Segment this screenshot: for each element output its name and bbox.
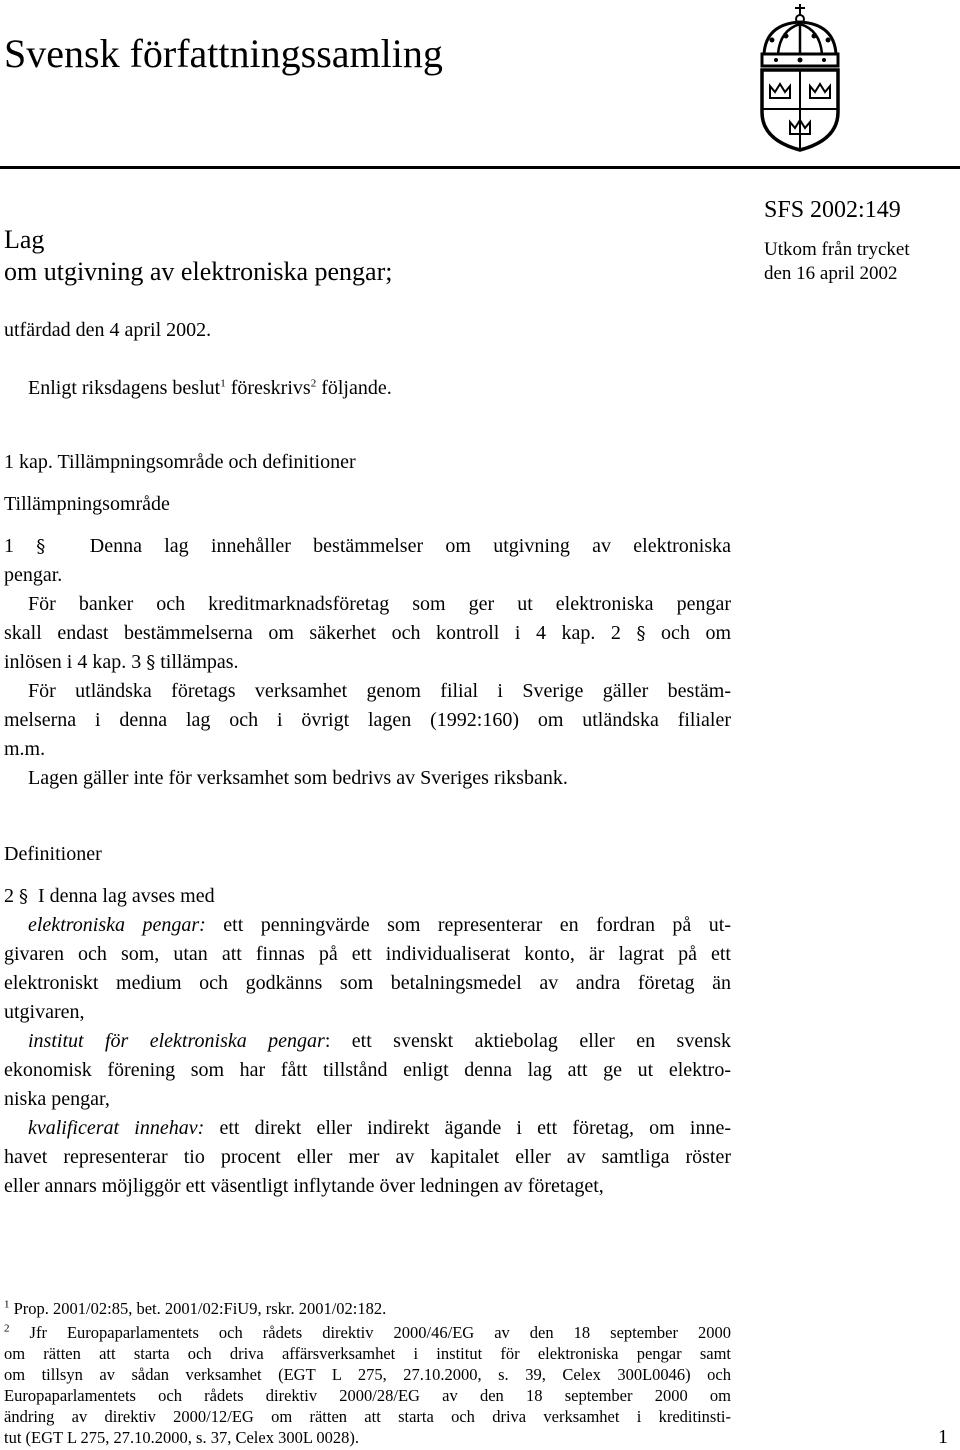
section-1-line [4, 764, 731, 793]
section-text: skall endast bestämmelserna om säkerhet och kontroll i 4 kap. 2 [4, 622, 621, 644]
section-1-line [4, 677, 731, 706]
chapter-heading: 1 kap. Tillämpningsområde och definitioner [4, 451, 356, 473]
definition-text: : ett svenskt aktiebolag eller en svensk [324, 1030, 731, 1052]
definition-term: elektroniska pengar: [28, 914, 206, 936]
definition-line [4, 1027, 731, 1056]
preamble [28, 374, 392, 403]
section-sign: § [19, 886, 28, 907]
preamble-text: Enligt riksdagens beslut [28, 377, 221, 399]
section-1-line [4, 619, 731, 648]
footnote-text: Jfr Europaparlamentets och rådets direktiv 2000/46/EG av den 18 september 2000 [29, 1323, 732, 1342]
definition-line: eller annars möjliggör ett väsentligt inflytande över ledningen av företaget, [4, 1175, 604, 1197]
law-title [4, 224, 392, 288]
section-heading-scope: Tillämpningsområde [4, 493, 170, 515]
section-text: och om [661, 622, 732, 644]
printed-line2: den 16 april 2002 [764, 263, 898, 284]
publication-info [764, 238, 910, 286]
definition-line [4, 1114, 731, 1143]
preamble-text: följande. [316, 377, 392, 399]
section-1-line: m.m. [4, 738, 46, 760]
section-number: 1 [4, 535, 14, 557]
section-1-line: melserna i denna lag och i övrigt lagen (1992:160) om utländska filialer [4, 709, 731, 731]
collection-title: Svensk författningssamling [4, 31, 443, 76]
definition-text: ett penningvärde som representerar en fordran på ut- [205, 914, 732, 936]
footnote-mark: 2 [4, 1322, 10, 1335]
section-text: tillämpas. [160, 651, 239, 673]
section-1-line [4, 590, 731, 619]
section-1-line [4, 532, 731, 561]
section-text: Lagen gäller inte för verksamhet som bedrivs av Sveriges riksbank. [28, 767, 568, 789]
footnote-mark: 1 [4, 1298, 10, 1311]
definition-line: havet representerar tio procent eller mer av kapitalet eller av samtliga röster [4, 1146, 731, 1168]
printed-line1: Utkom från trycket [764, 239, 910, 260]
section-sign: § [636, 623, 646, 644]
swedish-coat-of-arms-icon [752, 2, 848, 152]
section-number: 2 [4, 885, 14, 907]
footnote-2 [4, 1322, 731, 1448]
footnote-line: om rätten att starta och driva affärsverksamhet i institut för elektroniska pengar samt [4, 1344, 731, 1363]
section-text: Denna lag innehåller bestämmelser om utgivning av elektroniska [89, 535, 732, 557]
section-text: För banker och kreditmarknadsföretag som ger ut elektroniska pengar [28, 593, 731, 615]
footnote-line: Europaparlamentets och rådets direktiv 2000/28/EG av den 18 september 2000 om [4, 1386, 731, 1405]
footnote-line: tut (EGT L 275, 27.10.2000, s. 37, Celex 300L 0028). [4, 1428, 360, 1447]
definition-line: niska pengar, [4, 1088, 110, 1110]
section-text: inlösen i 4 kap. 3 [4, 651, 142, 673]
page-number: 1 [938, 1426, 948, 1448]
footnote-text: Prop. 2001/02:85, bet. 2001/02:FiU9, rskr. 2001/02:182. [13, 1299, 387, 1318]
footnote-line: ändring av direktiv 2000/12/EG om rätten att starta och driva verksamhet i kreditinsti- [4, 1407, 731, 1426]
footnote-ref-2[interactable]: 2 [310, 377, 317, 390]
section-heading-definitions: Definitioner [4, 843, 102, 865]
definition-text: ett direkt eller indirekt ägande i ett företag, om inne- [204, 1117, 732, 1139]
section-text: I denna lag avses med [38, 885, 215, 907]
law-title-line1: Lag [4, 225, 45, 254]
section-1-line [4, 648, 731, 677]
section-sign: § [36, 536, 46, 557]
issued-date: utfärdad den 4 april 2002. [4, 319, 212, 341]
law-title-line2: om utgivning av elektroniska pengar; [4, 257, 393, 286]
footnote-line [4, 1322, 731, 1343]
footnote-1 [4, 1298, 386, 1319]
footnote-ref-1[interactable]: 1 [220, 377, 226, 390]
section-text: För utländska företags verksamhet genom filial i Sverige gäller bestäm- [28, 680, 731, 702]
section-sign: § [146, 652, 156, 673]
footnote-line: om tillsyn av sådan verksamhet (EGT L 275, 27.10.2000, s. 39, Celex 300L0046) och [4, 1365, 731, 1384]
section-2 [4, 882, 731, 1201]
sfs-number: SFS 2002:149 [764, 197, 901, 223]
preamble-text: föreskrivs [225, 377, 311, 399]
definition-line: elektroniskt medium och godkänns som betalningsmedel av andra företag än [4, 972, 731, 994]
header-rule [0, 166, 960, 169]
definition-line: utgivaren, [4, 1001, 85, 1023]
section-2-line [4, 882, 731, 911]
definition-line [4, 911, 731, 940]
section-1 [4, 532, 731, 793]
definition-line: ekonomisk förening som har fått tillstånd enligt denna lag att ge ut elektro- [4, 1059, 731, 1081]
definition-line: givaren och som, utan att finnas på ett individualiserat konto, är lagrat på ett [4, 943, 731, 965]
definition-term: institut för elektroniska pengar [28, 1030, 325, 1052]
definition-term: kvalificerat innehav: [28, 1117, 205, 1139]
section-1-line: pengar. [4, 564, 63, 586]
